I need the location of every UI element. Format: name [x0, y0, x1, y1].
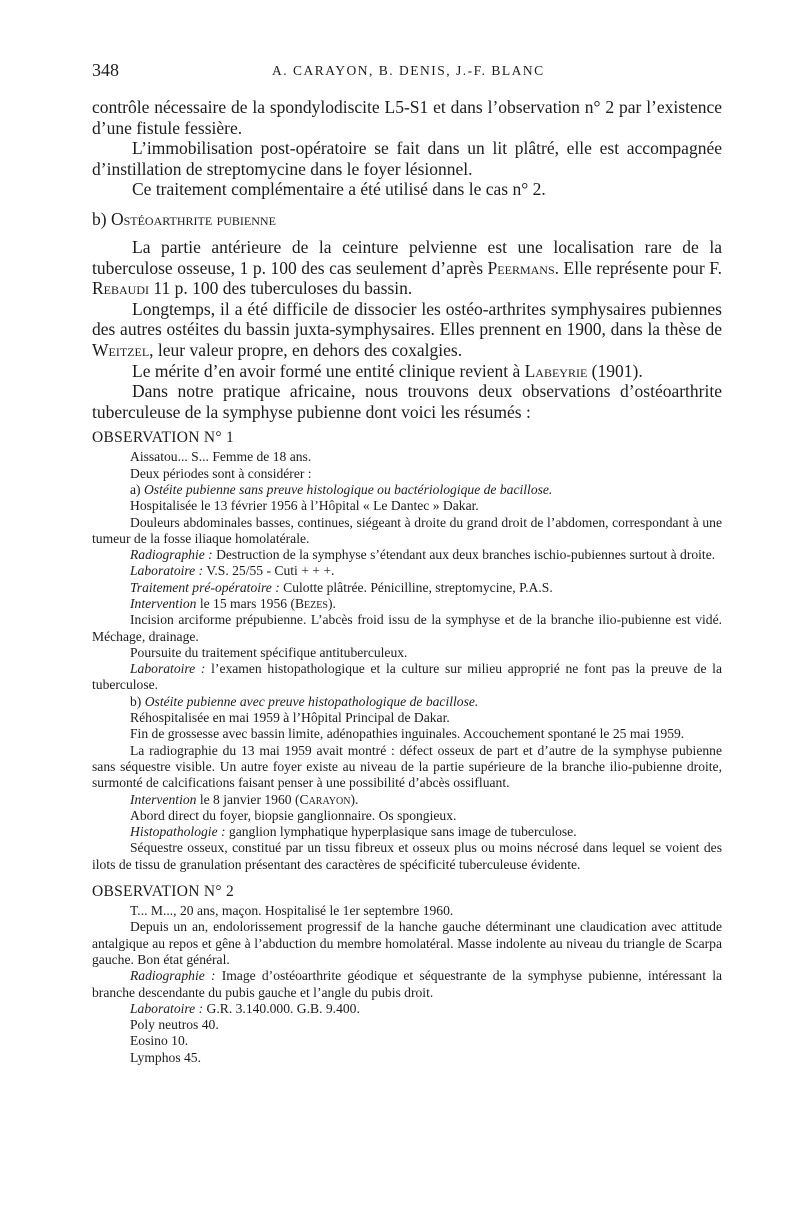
obs1-radiographie-2: La radiographie du 13 mai 1959 avait montré : défect osseux de part et d’autre de la symphyse pubienne sans séquestre visible. Un autre foyer existe au niveau de la partie supérieure de la branche ilio-pubienne droite, surmonté de calcifications faisant penser à une possibilité d’abcès ossifluant. — [92, 742, 722, 791]
section-paragraph-4: Dans notre pratique africaine, nous trouvons deux observations d’ostéoarthrite tuberculeuse de la symphyse pubienne dont voici les résumés : — [92, 381, 722, 422]
obs2-eosino: Eosino 10. — [130, 1033, 189, 1049]
obs1-histopathologie: Histopathologie : ganglion lymphatique hyperplasique sans image de tuberculose. — [130, 824, 577, 840]
obs1-hospitalisation: Hospitalisée le 13 février 1956 à l’Hôpital « Le Dantec » Dakar. — [130, 498, 479, 514]
intro-paragraph-1: contrôle nécessaire de la spondylodiscite L5-S1 et dans l’observation n° 2 par l’existence d’une fistule fessière. — [92, 97, 722, 138]
obs1-periods: Deux périodes sont à considérer : — [130, 465, 312, 481]
obs1-laboratoire: Laboratoire : V.S. 25/55 - Cuti + + +. — [130, 563, 335, 579]
obs1-rehospitalisation: Réhospitalisée en mai 1959 à l’Hôpital Principal de Dakar. — [130, 710, 450, 726]
intro-paragraph-3: Ce traitement complémentaire a été utilisé dans le cas n° 2. — [132, 179, 546, 200]
main-text — [92, 97, 722, 422]
obs1-patient: Aissatou... S... Femme de 18 ans. — [130, 449, 312, 465]
author-name: Rebaudi — [92, 278, 150, 299]
author-name: Labeyrie — [524, 360, 588, 381]
author-name: Peermans — [487, 257, 555, 278]
obs1-period-b: b) Ostéite pubienne avec preuve histopathologique de bacillose. — [130, 693, 479, 709]
obs1-laboratoire-2: Laboratoire : l’examen histopathologique et la culture sur milieu approprié ne font pas la preuve de la tuberculose. — [92, 661, 722, 693]
observation-1-title: OBSERVATION N° 1 — [92, 429, 235, 447]
obs1-douleurs: Douleurs abdominales basses, continues, siégeant à droite du grand droit de l’abdomen, correspondant à une tumeur de la fosse iliaque homolatérale. — [92, 514, 722, 546]
obs1-traitement: Traitement pré-opératoire : Culotte plâtrée. Pénicilline, streptomycine, P.A.S. — [130, 579, 553, 595]
page-number: 348 — [92, 60, 119, 80]
observation-1 — [92, 449, 722, 873]
obs2-laboratoire: Laboratoire : G.R. 3.140.000. G.B. 9.400. — [130, 1000, 360, 1016]
running-title: A. CARAYON, B. DENIS, J.-F. BLANC — [272, 63, 545, 78]
obs2-radiographie: Radiographie : Image d’ostéoarthrite géodique et séquestrante de la symphyse pubienne, intéressant la branche descendante du pubis gauche et l’angle du pubis droit. — [92, 968, 723, 1000]
section-label: b) — [92, 208, 111, 229]
intro-paragraph-2: L’immobilisation post-opératoire se fait dans un lit plâtré, elle est accompagnée d’instillation de streptomycine dans le foyer lésionnel. — [92, 138, 722, 179]
obs1-radiographie: Radiographie : Destruction de la symphyse s’étendant aux deux branches ischio-pubiennes surtout à droite. — [130, 547, 716, 563]
obs1-intervention-2: Intervention le 8 janvier 1960 (Carayon). — [130, 791, 359, 807]
section-heading — [92, 208, 722, 230]
obs2-poly: Poly neutros 40. — [130, 1017, 219, 1033]
obs1-intervention: Intervention le 15 mars 1956 (Bezes). — [130, 595, 336, 611]
obs1-incision: Incision arciforme prépubienne. L’abcès froid issu de la symphyse et de la branche ilio-pubienne est vidé. Méchage, drainage. — [92, 612, 722, 644]
obs1-grossesse: Fin de grossesse avec bassin limite, adénopathies inguinales. Accouchement spontané le 25 mai 1959. — [130, 726, 685, 742]
author-name: Weitzel — [92, 339, 150, 360]
section-paragraph-3: Le mérite d’en avoir formé une entité clinique revient à Labeyrie (1901). — [132, 360, 643, 381]
obs2-depuis: Depuis un an, endolorissement progressif de la hanche gauche déterminant une claudication avec attitude antalgique au repos et gêne à l’abduction du membre homolatéral. Masse indolente au niveau du triangle de Scarpa gauche. Bon état général. — [92, 919, 722, 967]
page-header — [92, 60, 722, 84]
page-body — [92, 97, 722, 1066]
observation-2-title: OBSERVATION N° 2 — [92, 883, 235, 901]
obs1-period-a: a) Ostéite pubienne sans preuve histologique ou bactériologique de bacillose. — [130, 481, 553, 497]
section-paragraph-1: La partie antérieure de la ceinture pelvienne est une localisation rare de la tuberculose osseuse, 1 p. 100 des cas seulement d’après Peermans. Elle représente pour F. Rebaudi 11 p. 100 des tuberculoses du bassin. — [92, 236, 722, 299]
obs2-patient: T... M..., 20 ans, maçon. Hospitalisé le 1er septembre 1960. — [130, 903, 454, 919]
obs2-lymphos: Lymphos 45. — [130, 1049, 201, 1065]
obs1-abord: Abord direct du foyer, biopsie ganglionnaire. Os spongieux. — [130, 807, 457, 823]
section-paragraph-2: Longtemps, il a été difficile de dissocier les ostéo-arthrites symphysaires pubiennes des autres ostéites du bassin juxta-symphysaires. Elles prennent en 1900, dans la thèse de Weitzel, leur valeur propre, en dehors des coxalgies. — [92, 298, 722, 360]
obs1-poursuite: Poursuite du traitement spécifique antituberculeux. — [130, 644, 408, 660]
observation-2 — [92, 903, 722, 1066]
section-title: Ostéoarthrite pubienne — [110, 208, 276, 229]
obs1-sequestre: Séquestre osseux, constitué par un tissu fibreux et osseux plus ou moins nécrosé dans lequel se voient des ilots de tissu de granulation présentant des caractères de spécificité tuberculeuse évidente. — [92, 840, 722, 872]
